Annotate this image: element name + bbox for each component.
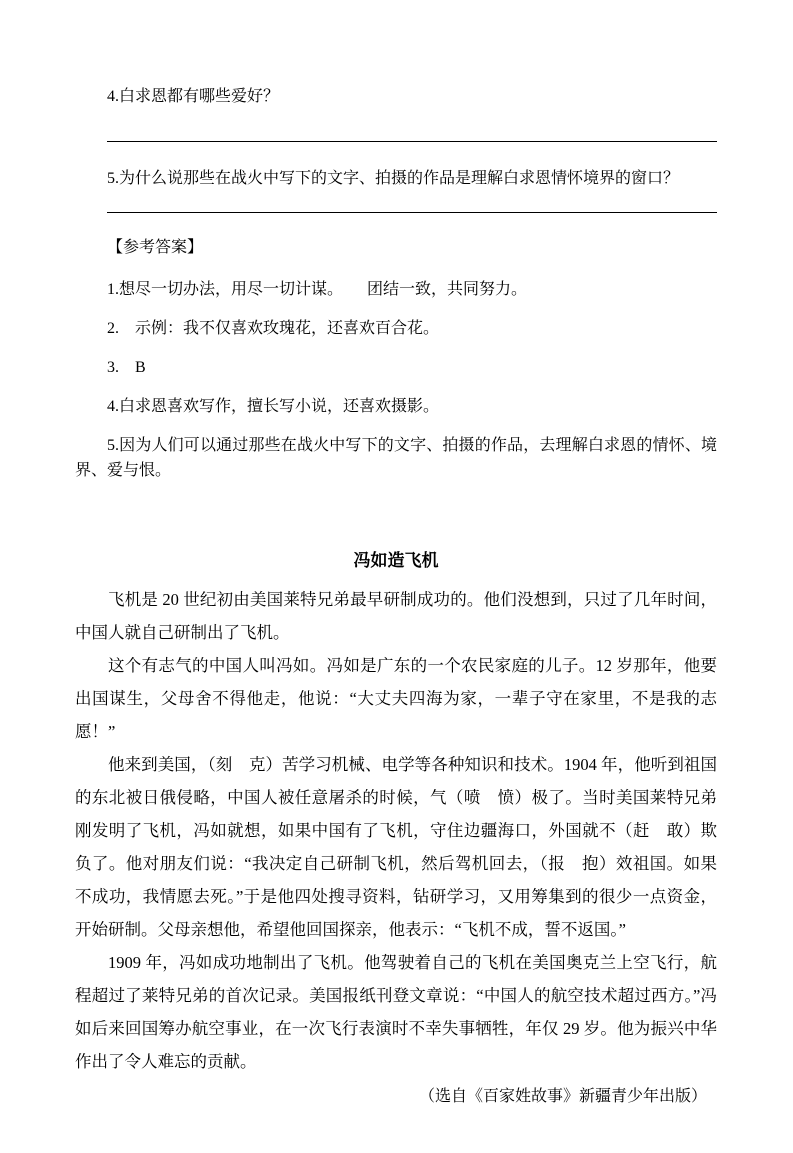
answer-item-3: 3. B	[107, 359, 146, 376]
article-paragraph-4: 1909 年，冯如成功地制出了飞机。他驾驶着自己的飞机在美国奥克兰上空飞行，航程超过了莱特兄弟的首次记录。美国报纸刊登文章说：“中国人的航空技术超过西方。”冯如后来回国筹办航空事业，在一次飞行表演时不幸失事牺牲，年仅 29 岁。他为振兴中华作出了令人难忘的贡献。	[75, 953, 717, 1071]
reference-answers-section	[75, 235, 717, 483]
question-5: 5.为什么说那些在战火中写下的文字、拍摄的作品是理解白求恩情怀境界的窗口？	[107, 170, 680, 187]
answer-item-2: 2. 示例：我不仅喜欢玫瑰花，还喜欢百合花。	[107, 320, 440, 337]
answer-item-1: 1.想尽一切办法，用尽一切计谋。 团结一致，共同努力。	[107, 281, 528, 298]
questions-section	[75, 84, 717, 213]
article-title: 冯如造飞机	[353, 551, 439, 570]
answer-item-5: 5.因为人们可以通过那些在战火中写下的文字、拍摄的作品，去理解白求恩的情怀、境界、爱与恨。	[75, 437, 717, 479]
article-paragraph-1: 飞机是 20 世纪初由美国莱特兄弟最早研制成功的。他们没想到，只过了几年时间，中国人就自己研制出了飞机。	[75, 590, 717, 642]
article-source: （选自《百家姓故事》新疆青少年出版）	[418, 1088, 707, 1105]
answer-blank-line-q5	[107, 212, 717, 213]
article-paragraph-2: 这个有志气的中国人叫冯如。冯如是广东的一个农民家庭的儿子。12 岁那年，他要出国谋生，父母舍不得他走，他说：“大丈夫四海为家，一辈子守在家里，不是我的志愿！”	[75, 656, 717, 741]
answer-item-4: 4.白求恩喜欢写作，擅长写小说，还喜欢摄影。	[107, 398, 440, 415]
answer-blank-line-q4	[107, 141, 717, 142]
reference-answers-header: 【参考答案】	[107, 239, 204, 256]
article-paragraph-3: 他来到美国，（刻 克）苦学习机械、电学等各种知识和技术。1904 年，他听到祖国的东北被日俄侵略，中国人被任意屠杀的时候，气（喷 愤）极了。当时美国莱特兄弟刚发明了飞机，冯如就想，如果中国有了飞机，守住边疆海口，外国就不（赶 敢）欺负了。他对朋友们说：“我决定自己研制飞机，然后驾机回去，（报 抱）效祖国。如果不成功，我情愿去死。”于是他四处搜寻资料，钻研学习，又用筹集到的很少一点资金，开始研制。父母亲想他，希望他回国探亲，他表示：“飞机不成，誓不返国。”	[75, 755, 717, 939]
question-4: 4.白求恩都有哪些爱好？	[107, 88, 280, 105]
article-section	[75, 547, 717, 1113]
